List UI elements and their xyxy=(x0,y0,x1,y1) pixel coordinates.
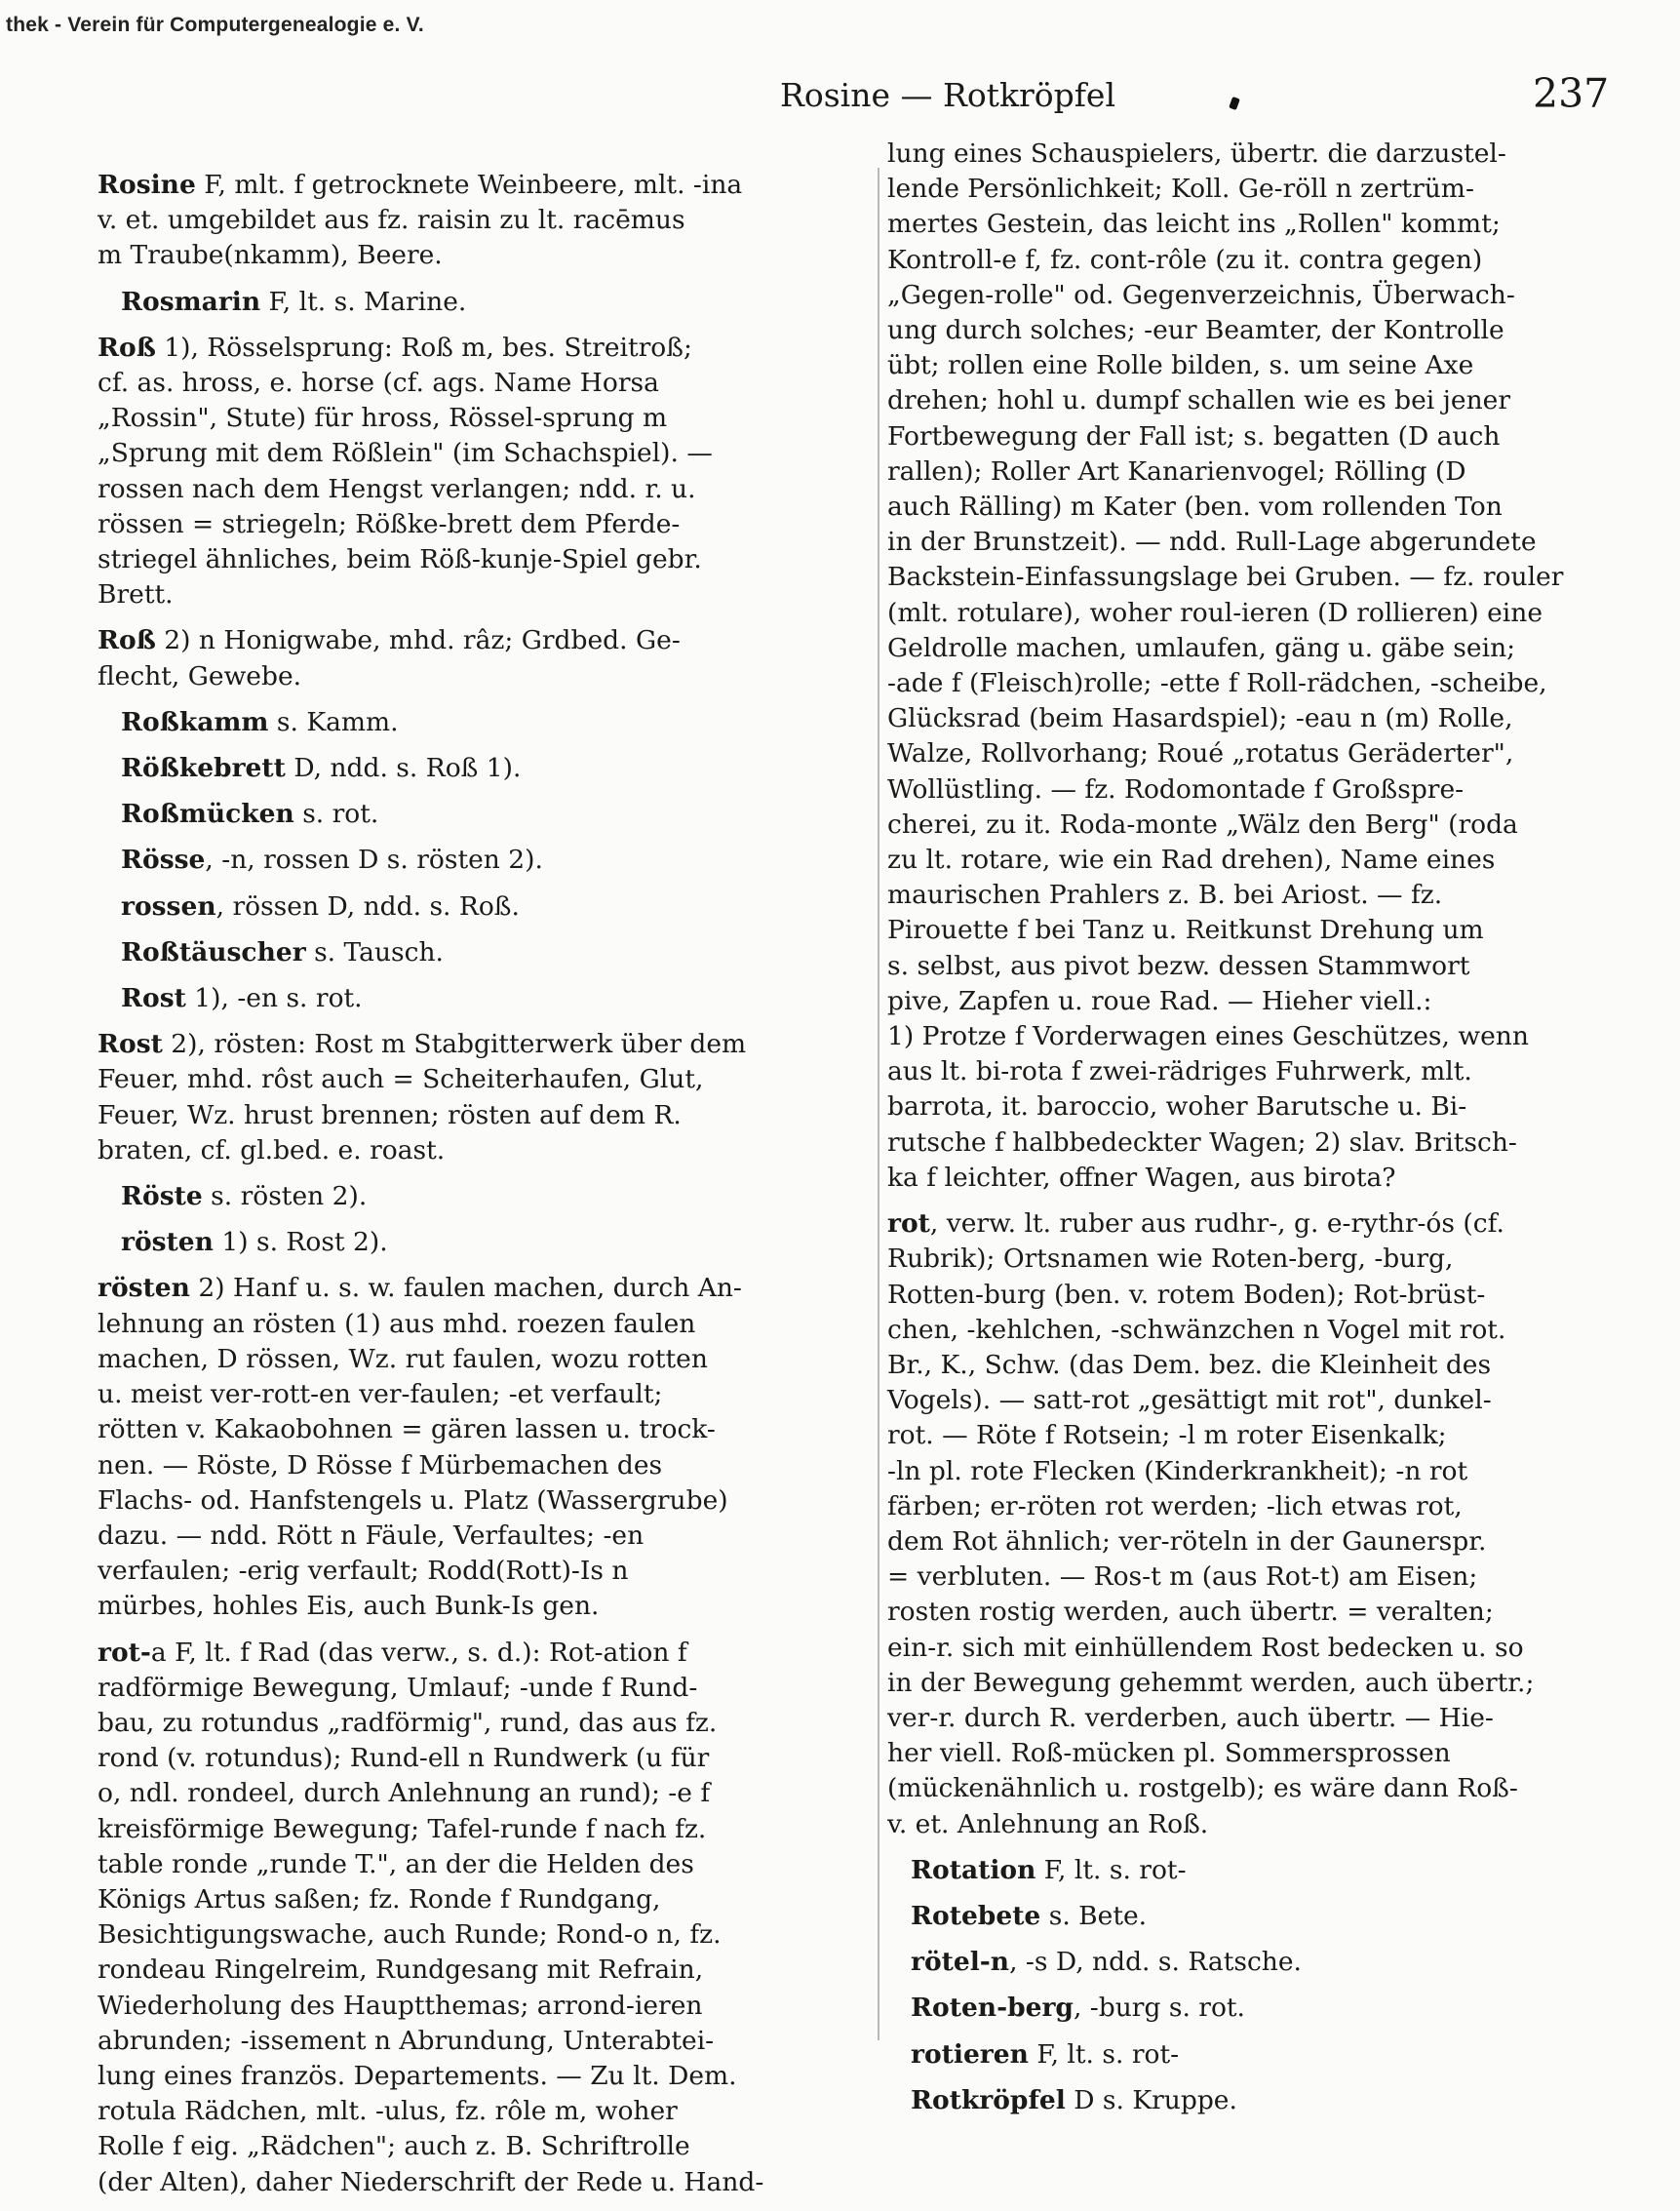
entry-line: Roßtäuscher s. Tausch. xyxy=(121,936,444,967)
entry-line: Feuer, Wz. hrust brennen; rösten auf dem R. xyxy=(98,1099,682,1130)
entry-line: lehnung an rösten (1) aus mhd. roezen faulen xyxy=(98,1308,696,1339)
entry-line: Königs Artus saßen; fz. Ronde f Rundgang, xyxy=(98,1883,661,1915)
entry-line: Br., K., Schw. (das Dem. bez. die Kleinheit des xyxy=(887,1349,1492,1380)
headword: rot xyxy=(887,1208,930,1240)
page-number: 237 xyxy=(1533,70,1610,117)
entry-line: rallen); Roller Art Kanarienvogel; Rölling (D xyxy=(887,455,1466,487)
entry-line: auch Rälling) m Kater (ben. vom rollenden Ton xyxy=(887,492,1503,523)
entry-line: braten, cf. gl.bed. e. roast. xyxy=(98,1134,446,1165)
entry-line: Rotten-burg (ben. v. rotem Boden); Rot-brüst- xyxy=(887,1279,1486,1310)
entry-line: striegel ähnliches, beim Röß-kunje-Spiel gebr. xyxy=(98,544,702,575)
entry-line: machen, D rössen, Wz. rut faulen, wozu rotten xyxy=(98,1343,708,1374)
entry-line: drehen; hohl u. dumpf schallen wie es bei jener xyxy=(887,385,1511,416)
dictionary-entry xyxy=(98,797,868,832)
entry-line: Rosine F, mlt. f getrocknete Weinbeere, mlt. -ina xyxy=(98,170,743,200)
headword: Roß xyxy=(98,625,156,656)
running-head: Rosine — Rotkröpfel xyxy=(780,76,1116,114)
entry-line: rötel-n, -s D, ndd. s. Ratsche. xyxy=(911,1947,1302,1978)
entry-line: s. selbst, aus pivot bezw. dessen Stammwort xyxy=(887,950,1470,981)
headword: rötel-n xyxy=(911,1947,1010,1978)
headword: Roß xyxy=(98,332,156,363)
entry-line: Rubrik); Ortsnamen wie Roten-berg, -burg, xyxy=(887,1244,1454,1275)
dictionary-entry xyxy=(98,935,868,970)
dictionary-entry xyxy=(887,1206,1638,1842)
entry-line: dazu. — ndd. Rött n Fäule, Verfaultes; -en xyxy=(98,1520,645,1551)
entry-line: übt; rollen eine Rolle bilden, s. um seine Axe xyxy=(887,350,1474,381)
headword: rot- xyxy=(98,1637,151,1668)
entry-line: rossen, rössen D, ndd. s. Roß. xyxy=(121,890,520,922)
entry-line: u. meist ver-rott-en ver-faulen; -et verfault; xyxy=(98,1379,663,1410)
entry-line: in der Brunstzeit). — ndd. Rull-Lage abgerundete xyxy=(887,527,1537,558)
entry-line: Rolle f eig. „Rädchen"; auch z. B. Schriftrolle xyxy=(98,2131,690,2162)
ink-mark xyxy=(1229,97,1240,110)
entry-line: = verbluten. — Ros-t m (aus Rot-t) am Eisen; xyxy=(887,1561,1478,1593)
headword: Rosmarin xyxy=(121,286,261,317)
entry-line: Flachs- od. Hanfstengels u. Platz (Wassergrube) xyxy=(98,1484,728,1516)
right-column xyxy=(887,137,1638,2129)
entry-line: Rotation F, lt. s. rot- xyxy=(911,1854,1187,1885)
headword: rösten xyxy=(121,1227,214,1258)
entry-line: „Sprung mit dem Rößlein" (im Schachspiel). — xyxy=(98,438,713,469)
dictionary-entry xyxy=(98,1271,868,1624)
dictionary-entry xyxy=(98,1225,868,1260)
headword: Rosine xyxy=(98,170,196,200)
headword: Roßmücken xyxy=(121,799,294,830)
entry-line: rossen nach dem Hengst verlangen; ndd. r. u. xyxy=(98,473,696,504)
entry-line: (mückenähnlich u. rostgelb); es wäre dann Roß- xyxy=(887,1773,1518,1804)
dictionary-entry xyxy=(887,1991,1638,2026)
entry-line: Roßkamm s. Kamm. xyxy=(121,706,399,737)
entry-line: v. et. Anlehnung an Roß. xyxy=(887,1808,1209,1839)
headword: Rösse xyxy=(121,845,206,876)
entry-line: chen, -kehlchen, -schwänzchen n Vogel mit rot. xyxy=(887,1314,1506,1345)
entry-line: (mlt. rotulare), woher roul-ieren (D rollieren) eine xyxy=(887,597,1543,628)
entry-line: rot. — Röte f Rotsein; -l m roter Eisenkalk; xyxy=(887,1420,1447,1451)
dictionary-entry xyxy=(98,331,868,613)
entry-line: rond (v. rotundus); Rund-ell n Rundwerk (u für xyxy=(98,1743,710,1774)
dictionary-entry xyxy=(887,2037,1638,2073)
entry-line: in der Bewegung gehemmt werden, auch übertr.; xyxy=(887,1667,1535,1698)
entry-line: Pirouette f bei Tanz u. Reitkunst Drehung um xyxy=(887,915,1484,946)
entry-line: ka f leichter, offner Wagen, aus birota? xyxy=(887,1162,1396,1193)
entry-line: Rotkröpfel D s. Kruppe. xyxy=(911,2084,1237,2115)
entry-line: -ln pl. rote Flecken (Kinderkrankheit); -n rot xyxy=(887,1455,1468,1486)
entry-line: flecht, Gewebe. xyxy=(98,660,302,691)
entry-line: Kontroll-e f, fz. cont-rôle (zu it. contra gegen) xyxy=(887,244,1483,275)
entry-line: radförmige Bewegung, Umlauf; -unde f Rund- xyxy=(98,1672,698,1703)
entry-line: her viell. Roß-mücken pl. Sommersprossen xyxy=(887,1738,1451,1769)
entry-line: Walze, Rollvorhang; Roué „rotatus Geräderter", xyxy=(887,738,1514,770)
entry-line: ung durch solches; -eur Beamter, der Kontrolle xyxy=(887,315,1504,346)
headword: rossen xyxy=(121,890,216,922)
dictionary-entry xyxy=(98,168,868,274)
headword: Roßtäuscher xyxy=(121,936,306,967)
entry-line: Feuer, mhd. rôst auch = Scheiterhaufen, Glut, xyxy=(98,1064,704,1095)
dictionary-entry xyxy=(98,285,868,320)
dictionary-entry xyxy=(98,751,868,786)
entry-line: verfaulen; -erig verfault; Rodd(Rott)-Is n xyxy=(98,1556,629,1587)
entry-line: barrota, it. baroccio, woher Barutsche u. Bi- xyxy=(887,1091,1467,1123)
headword: Rotation xyxy=(911,1854,1036,1885)
entry-line: Fortbewegung der Fall ist; s. begatten (D auch xyxy=(887,420,1501,452)
entry-line: rutsche f halbbedeckter Wagen; 2) slav. Britsch- xyxy=(887,1126,1517,1158)
entry-line: lende Persönlichkeit; Koll. Ge-röll n zertrüm- xyxy=(887,174,1474,205)
entry-line: cherei, zu it. Roda-monte „Wälz den Berg" (roda xyxy=(887,809,1518,840)
dictionary-entry xyxy=(98,705,868,740)
entry-line: rösten 2) Hanf u. s. w. faulen machen, durch An- xyxy=(98,1273,742,1304)
entry-line: rössen = striegeln; Rößke-brett dem Pferde- xyxy=(98,508,681,539)
entry-line: Röste s. rösten 2). xyxy=(121,1181,368,1212)
entry-line: lung eines Schauspielers, übertr. die darzustel- xyxy=(887,138,1506,169)
entry-line: pive, Zapfen u. roue Rad. — Hieher viell.: xyxy=(887,985,1432,1016)
entry-line: Geldrolle machen, umlaufen, gäng u. gäbe sein; xyxy=(887,632,1516,663)
dictionary-entry xyxy=(98,889,868,925)
entry-line: m Traube(nkamm), Beere. xyxy=(98,240,443,271)
entry-line: zu lt. rotare, wie ein Rad drehen), Name eines xyxy=(887,845,1496,876)
entry-line: o, ndl. rondeel, durch Anlehnung an rund); -e f xyxy=(98,1778,711,1809)
entry-line: Glücksrad (beim Hasardspiel); -eau n (m) Rolle, xyxy=(887,703,1513,734)
entry-line: abrunden; -issement n Abrundung, Unterabtei- xyxy=(98,2025,715,2056)
entry-line: mertes Gestein, das leicht ins „Rollen" kommt; xyxy=(887,209,1501,240)
headword: Rößkebrett xyxy=(121,753,286,784)
entry-line: rötten v. Kakaobohnen = gären lassen u. trock- xyxy=(98,1414,716,1445)
dictionary-entry xyxy=(98,623,868,693)
headword: Rost xyxy=(121,983,186,1014)
entry-line: rot-a F, lt. f Rad (das verw., s. d.): Rot-ation f xyxy=(98,1637,687,1668)
dictionary-entry xyxy=(887,2083,1638,2118)
headword: Rotebete xyxy=(911,1900,1041,1931)
entry-line: färben; er-röten rot werden; -lich etwas rot, xyxy=(887,1490,1463,1521)
entry-line: rotula Rädchen, mlt. -ulus, fz. rôle m, woher xyxy=(98,2096,678,2127)
entry-line: Rosmarin F, lt. s. Marine. xyxy=(121,286,467,317)
entry-line: „Rossin", Stute) für hross, Rössel-sprung m xyxy=(98,403,668,434)
entry-line: rotieren F, lt. s. rot- xyxy=(911,2038,1180,2070)
entry-line: kreisförmige Bewegung; Tafel-runde f nach fz. xyxy=(98,1813,707,1844)
entry-line: Roten-berg, -burg s. rot. xyxy=(911,1993,1245,2024)
entry-line: rosten rostig werden, auch übertr. = veralten; xyxy=(887,1597,1494,1628)
entry-line: aus lt. bi-rota f zwei-rädriges Fuhrwerk, mlt. xyxy=(887,1056,1472,1087)
entry-line: Rost 1), -en s. rot. xyxy=(121,983,363,1014)
entry-line: rot, verw. lt. ruber aus rudhr-, g. e-rythr-ós (cf. xyxy=(887,1208,1504,1240)
entry-line: Backstein-Einfassungslage bei Gruben. — fz. rouler xyxy=(887,562,1564,593)
entry-line: Besichtigungswache, auch Runde; Rond-o n, fz. xyxy=(98,1919,722,1951)
entry-line: Roß 2) n Honigwabe, mhd. râz; Grdbed. Ge- xyxy=(98,625,681,656)
source-watermark: thek - Verein für Computergenealogie e. V. xyxy=(6,14,424,36)
entry-line: bau, zu rotundus „radförmig", rund, das aus fz. xyxy=(98,1707,718,1738)
entry-line: Rost 2), rösten: Rost m Stabgitterwerk über dem xyxy=(98,1029,747,1060)
left-column xyxy=(98,168,868,2211)
entry-line: rösten 1) s. Rost 2). xyxy=(121,1227,388,1258)
entry-line: Rösse, -n, rossen D s. rösten 2). xyxy=(121,845,543,876)
entry-line: Vogels). — satt-rot „gesättigt mit rot", dunkel- xyxy=(887,1385,1492,1416)
dictionary-entry xyxy=(98,981,868,1016)
entry-line: Wollüstling. — fz. Rodomontade f Großspre- xyxy=(887,773,1465,805)
entry-line: -ade f (Fleisch)rolle; -ette f Roll-rädchen, -scheibe, xyxy=(887,668,1547,699)
dictionary-entry xyxy=(887,1945,1638,1980)
entry-line: (der Alten), daher Niederschrift der Rede u. Hand- xyxy=(98,2166,764,2197)
dictionary-entry xyxy=(98,1636,868,2200)
entry-line: Rotebete s. Bete. xyxy=(911,1900,1148,1931)
dictionary-entry xyxy=(98,843,868,878)
entry-line: maurischen Prahlers z. B. bei Ariost. — fz. xyxy=(887,880,1443,911)
entry-line: dem Rot ähnlich; ver-röteln in der Gaunerspr. xyxy=(887,1525,1487,1557)
headword: Röste xyxy=(121,1181,203,1212)
dictionary-entry xyxy=(887,137,1638,1196)
entry-line: Roß 1), Rösselsprung: Roß m, bes. Streitroß; xyxy=(98,332,692,363)
entry-line: mürbes, hohles Eis, auch Bunk-Is gen. xyxy=(98,1591,600,1622)
dictionary-entry xyxy=(887,1899,1638,1934)
headword: Rost xyxy=(98,1029,163,1060)
dictionary-entry xyxy=(887,1853,1638,1888)
headword: rotieren xyxy=(911,2038,1029,2070)
headword: Roten-berg xyxy=(911,1993,1074,2024)
entry-line: table ronde „runde T.", an der die Helden des xyxy=(98,1848,694,1879)
headword: Roßkamm xyxy=(121,706,269,737)
entry-line: Roßmücken s. rot. xyxy=(121,799,379,830)
entry-line: ein-r. sich mit einhüllendem Rost bedecken u. so xyxy=(887,1632,1524,1663)
dictionary-entry xyxy=(98,1179,868,1214)
entry-line: nen. — Röste, D Rösse f Mürbemachen des xyxy=(98,1449,663,1481)
dictionary-entry xyxy=(98,1027,868,1168)
headword: Rotkröpfel xyxy=(911,2084,1066,2115)
column-divider xyxy=(878,168,879,2040)
entry-line: ver-r. durch R. verderben, auch übertr. — Hie- xyxy=(887,1702,1494,1733)
entry-line: v. et. umgebildet aus fz. raisin zu lt. racēmus xyxy=(98,205,685,236)
entry-line: cf. as. hross, e. horse (cf. ags. Name Horsa xyxy=(98,368,659,399)
headword: rösten xyxy=(98,1273,190,1304)
entry-line: rondeau Ringelreim, Rundgesang mit Refrain, xyxy=(98,1954,704,1986)
entry-line: lung eines französ. Departements. — Zu lt. Dem. xyxy=(98,2060,737,2091)
entry-line: 1) Protze f Vorderwagen eines Geschützes, wenn xyxy=(887,1021,1529,1052)
entry-line: Rößkebrett D, ndd. s. Roß 1). xyxy=(121,753,522,784)
entry-line: Wiederholung des Hauptthemas; arrond-ieren xyxy=(98,1990,703,2021)
entry-line: Brett. xyxy=(98,579,174,611)
entry-line: „Gegen-rolle" od. Gegenverzeichnis, Überwach- xyxy=(887,279,1515,310)
